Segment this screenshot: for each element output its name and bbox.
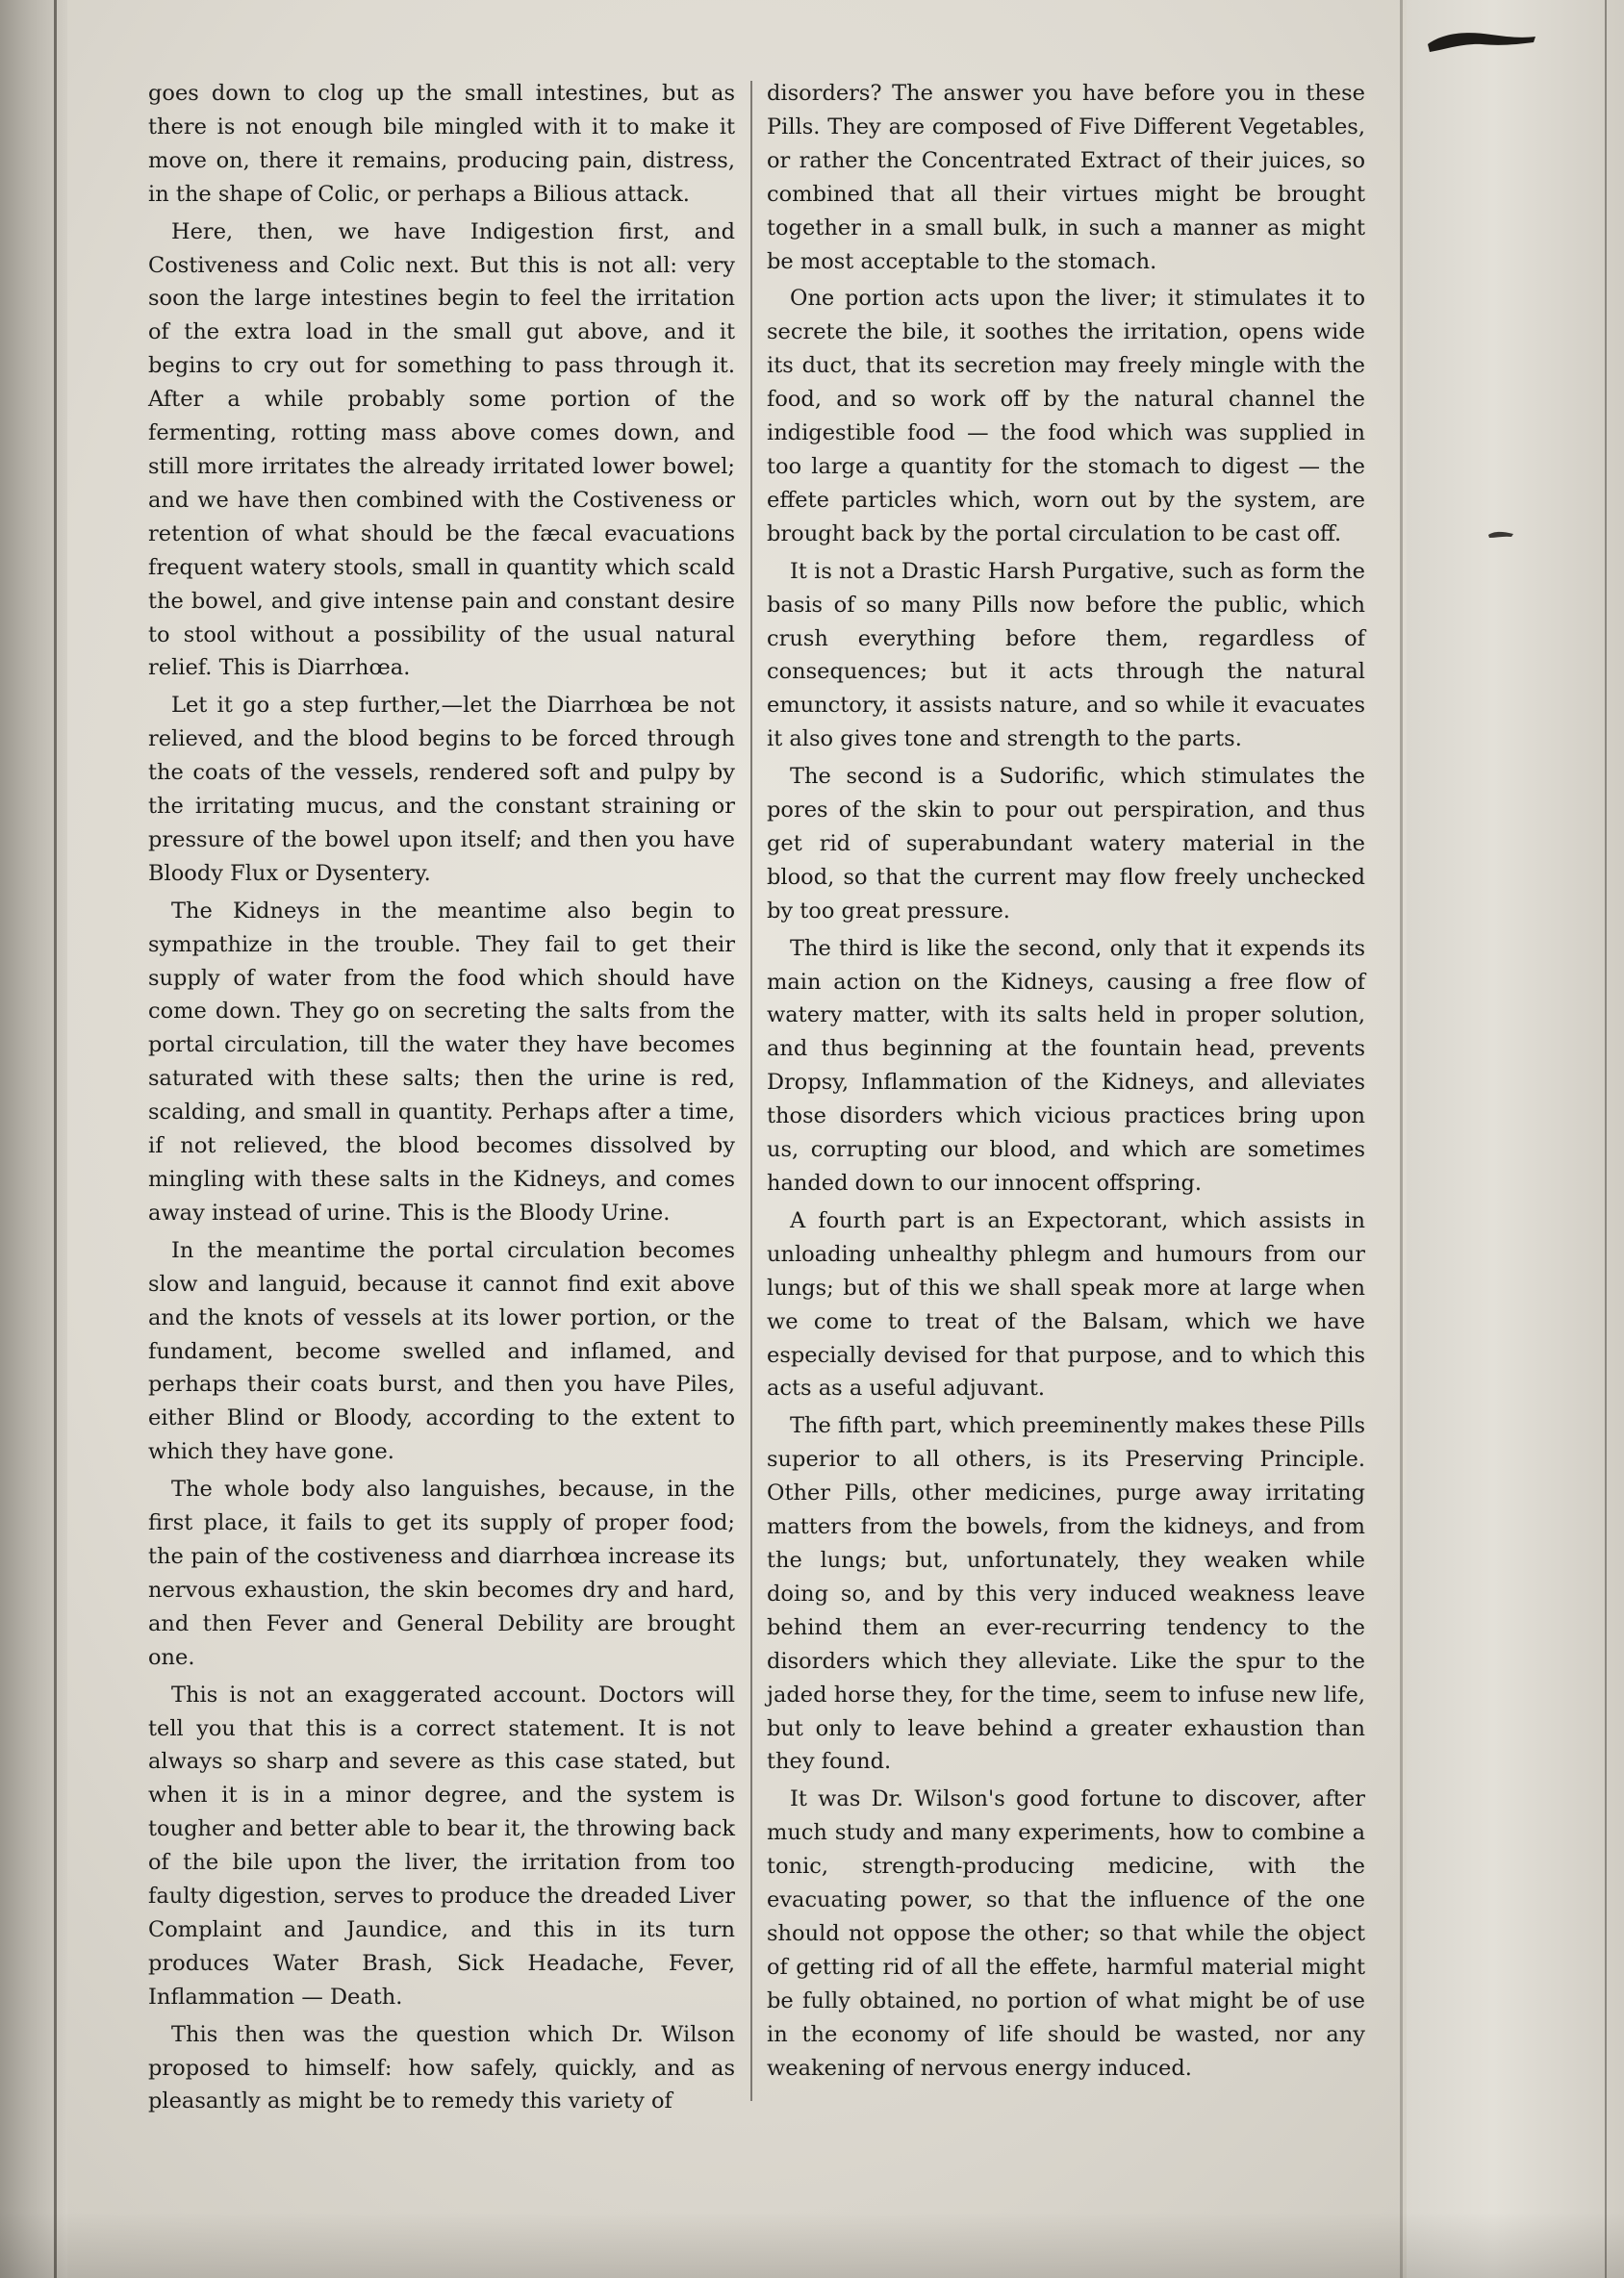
paragraph: This then was the question which Dr. Wilson proposed to himself: how safely, quickly, and as pleasantly as might be to remedy this variety of — [148, 2021, 735, 2114]
page-bottom-shadow — [0, 2213, 1624, 2278]
binding-line — [54, 0, 57, 2278]
margin-ink-mark-icon — [1424, 27, 1539, 56]
binding-edge — [0, 0, 67, 2278]
paragraph: One portion acts upon the liver; it stimulates it to secrete the bile, it soothes the irritation, opens wide its duct, that its secretion may freely mingle with the food, and so work off by the natural channel the indigestible food — the food which was supplied in too large a quantity for the stomach to digest — the effete particles which, worn out by the system, are brought back by the portal circulation to be cast off. — [767, 286, 1365, 546]
paragraph: The fifth part, which preeminently makes these Pills superior to all others, is its Preserving Principle. Other Pills, other medicines, purge away irritating matters from the bowels, from the kidneys, and from the lungs; but, unfortunately, they weaken while doing so, and by this very induced weakness leave behind them an ever-recurring tendency to the disorders which they alleviate. Like the spur to the jaded horse they, for the time, seem to infuse new life, but only to leave behind a greater exhaustion than they found. — [767, 1413, 1365, 1775]
column-divider — [750, 81, 752, 2101]
paragraph: The whole body also languishes, because, in the first place, it fails to get its supply of proper food; the pain of the costiveness and diarrhœa increase its nervous exhaustion, the skin becomes dry and hard, and then Fever and General Debility are brought one. — [148, 1477, 735, 1670]
paragraph: Let it go a step further,—let the Diarrhœa be not relieved, and the blood begins to be forced through the coats of the vessels, rendered soft and pulpy by the irritating mucus, and the constant straining or pressure of the bowel upon itself; and then you have Bloody Flux or Dysentery. — [148, 693, 735, 886]
paragraph: This is not an exaggerated account. Doctors will tell you that this is a correct statement. It is not always so sharp and severe as this case stated, but when it is in a minor degree, and the system is tougher and better able to bear it, the throwing back of the bile upon the liver, the irritation from too faulty digestion, serves to produce the dreaded Liver Complaint and Jaundice, and this in its turn produces Water Brash, Sick Headache, Fever, Inflammation — Death. — [148, 1682, 735, 2010]
right-column — [767, 77, 1365, 2088]
ink-speck-icon — [1486, 527, 1515, 541]
paragraph: disorders? The answer you have before you in these Pills. They are composed of Five Different Vegetables, or rather the Concentrated Extract of their juices, so combined that all their virtues might be brought together in a small bulk, in such a manner as might be most acceptable to the stomach. — [767, 81, 1365, 274]
paragraph: It is not a Drastic Harsh Purgative, such as form the basis of so many Pills now before the public, which crush everything before them, regardless of consequences; but it acts through the natural emunctory, it assists nature, and so while it evacuates it also gives tone and strength to the parts. — [767, 558, 1365, 752]
paragraph: It was Dr. Wilson's good fortune to discover, after much study and many experiments, how to combine a tonic, strength-producing medicine, with the evacuating power, so that the influence of the one should not oppose the other; so that while the object of getting rid of all the effete, harmful material might be fully obtained, no portion of what might be of use in the economy of life should be wasted, nor any weakening of nervous energy induced. — [767, 1786, 1365, 2081]
paragraph: Here, then, we have Indigestion first, and Costiveness and Colic next. But this is not all: very soon the large intestines begin to feel the irritation of the extra load in the small gut above, and it begins to cry out for something to pass through it. After a while probably some portion of the fermenting, rotting mass above comes down, and still more irritates the already irritated lower bowel; and we have then combined with the Costiveness or retention of what should be the fæcal evacuations frequent watery stools, small in quantity which scald the bowel, and give intense pain and constant desire to stool without a possibility of the usual natural relief. This is Diarrhœa. — [148, 218, 735, 681]
paragraph: goes down to clog up the small intestines, but as there is not enough bile mingled with it to make it move on, there it remains, producing pain, distress, in the shape of Colic, or perhaps a Bilious attack. — [148, 81, 735, 207]
paragraph: A fourth part is an Expectorant, which assists in unloading unhealthy phlegm and humours from our lungs; but of this we shall speak more at large when we come to treat of the Balsam, which we have especially devised for that purpose, and to which this acts as a useful adjuvant. — [767, 1207, 1365, 1402]
paragraph: In the meantime the portal circulation becomes slow and languid, because it cannot find exit above and the knots of vessels at its lower portion, or the fundament, become swelled and inflamed, and perhaps their coats burst, and then you have Piles, either Blind or Bloody, according to the extent to which they have gone. — [148, 1237, 735, 1465]
paragraph: The Kidneys in the meantime also begin to sympathize in the trouble. They fail to get their supply of water from the food which should have come down. They go on secreting the salts from the portal circulation, till the water they have becomes saturated with these salts; then the urine is red, scalding, and small in quantity. Perhaps after a time, if not relieved, the blood becomes dissolved by mingling with these salts in the Kidneys, and comes away instead of urine. This is the Bloody Urine. — [148, 898, 735, 1226]
page-fold-line — [1400, 0, 1403, 2278]
adjacent-page-edge — [1605, 0, 1607, 2278]
paragraph: The second is a Sudorific, which stimulates the pores of the skin to pour out perspiration, and thus get rid of superabundant watery material in the blood, so that the current may flow freely unchecked by too great pressure. — [767, 764, 1365, 924]
left-column — [148, 77, 735, 2122]
adjacent-page-margin — [1407, 0, 1624, 2278]
paragraph: The third is like the second, only that it expends its main action on the Kidneys, causing a free flow of watery matter, with its salts held in proper solution, and thus beginning at the fountain head, prevents Dropsy, Inflammation of the Kidneys, and alleviates those disorders which vicious practices bring upon us, corrupting our blood, and which are sometimes handed down to our innocent offspring. — [767, 935, 1365, 1196]
